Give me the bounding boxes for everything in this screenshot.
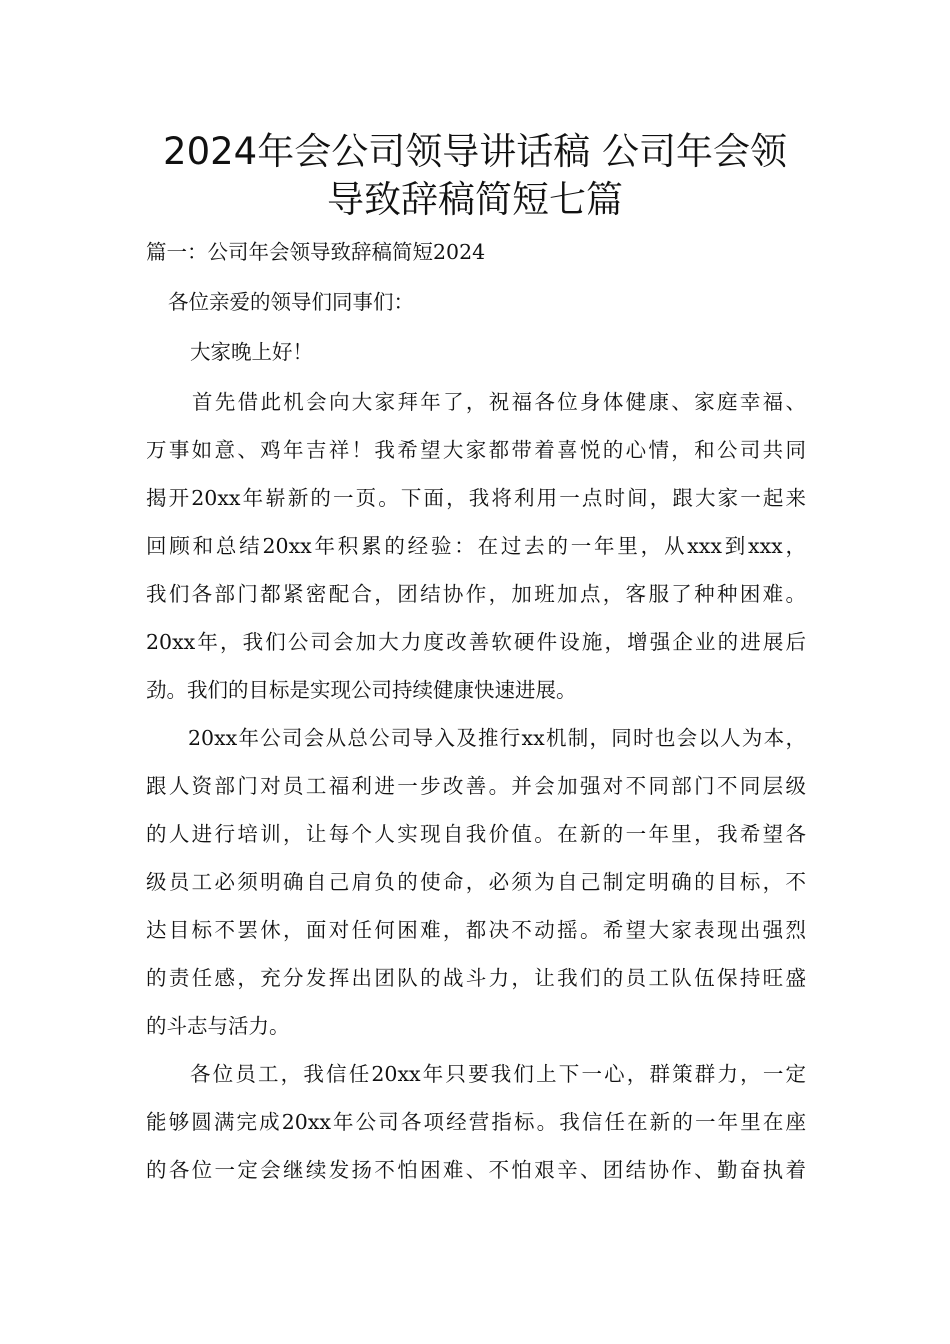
document-title <box>140 128 810 224</box>
paragraph-line: 的责任感，充分发挥出团队的战斗力，让我们的员工队伍保持旺盛 <box>146 966 806 990</box>
paragraph-line: 我们各部门都紧密配合，团结协作，加班加点，客服了种种困难。 <box>146 582 806 606</box>
salutation: 各位亲爱的领导们同事们： <box>168 290 414 314</box>
title-line-1: 2024年会公司领导讲话稿 公司年会领 <box>163 130 787 173</box>
greeting: 大家晚上好！ <box>190 340 313 364</box>
paragraph-line: 跟人资部门对员工福利进一步改善。并会加强对不同部门不同层级 <box>146 774 806 798</box>
paragraph-line: 达目标不罢休，面对任何困难，都决不动摇。希望大家表现出强烈 <box>146 918 806 942</box>
paragraph-line: 的各位一定会继续发扬不怕困难、不怕艰辛、团结协作、勤奋执着 <box>146 1158 806 1182</box>
paragraph-line: 的人进行培训，让每个人实现自我价值。在新的一年里，我希望各 <box>146 822 806 846</box>
paragraph-line: 20xx年公司会从总公司导入及推行xx机制，同时也会以人为本， <box>188 726 806 750</box>
paragraph-line: 揭开20xx年崭新的一页。下面，我将利用一点时间，跟大家一起来 <box>146 486 806 510</box>
paragraph-line: 劲。我们的目标是实现公司持续健康快速进展。 <box>146 678 577 702</box>
title-line-2: 导致辞稿简短七篇 <box>327 178 623 221</box>
paragraph-line: 万事如意、鸡年吉祥！我希望大家都带着喜悦的心情，和公司共同 <box>146 438 806 462</box>
paragraph-line: 20xx年，我们公司会加大力度改善软硬件设施，增强企业的进展后 <box>146 630 806 654</box>
paragraph-line: 级员工必须明确自己肩负的使命，必须为自己制定明确的目标，不 <box>146 870 806 894</box>
paragraph-line: 首先借此机会向大家拜年了，祝福各位身体健康、家庭幸福、 <box>192 390 806 414</box>
paragraph-line: 回顾和总结20xx年积累的经验：在过去的一年里，从xxx到xxx， <box>146 534 806 558</box>
paragraph-line: 能够圆满完成20xx年公司各项经营指标。我信任在新的一年里在座 <box>146 1110 806 1134</box>
document-body <box>146 236 806 1202</box>
paragraph-line: 的斗志与活力。 <box>146 1014 290 1038</box>
section-heading: 篇一：公司年会领导致辞稿简短2024 <box>146 240 486 264</box>
paragraph-line: 各位员工，我信任20xx年只要我们上下一心，群策群力，一定 <box>190 1062 806 1086</box>
